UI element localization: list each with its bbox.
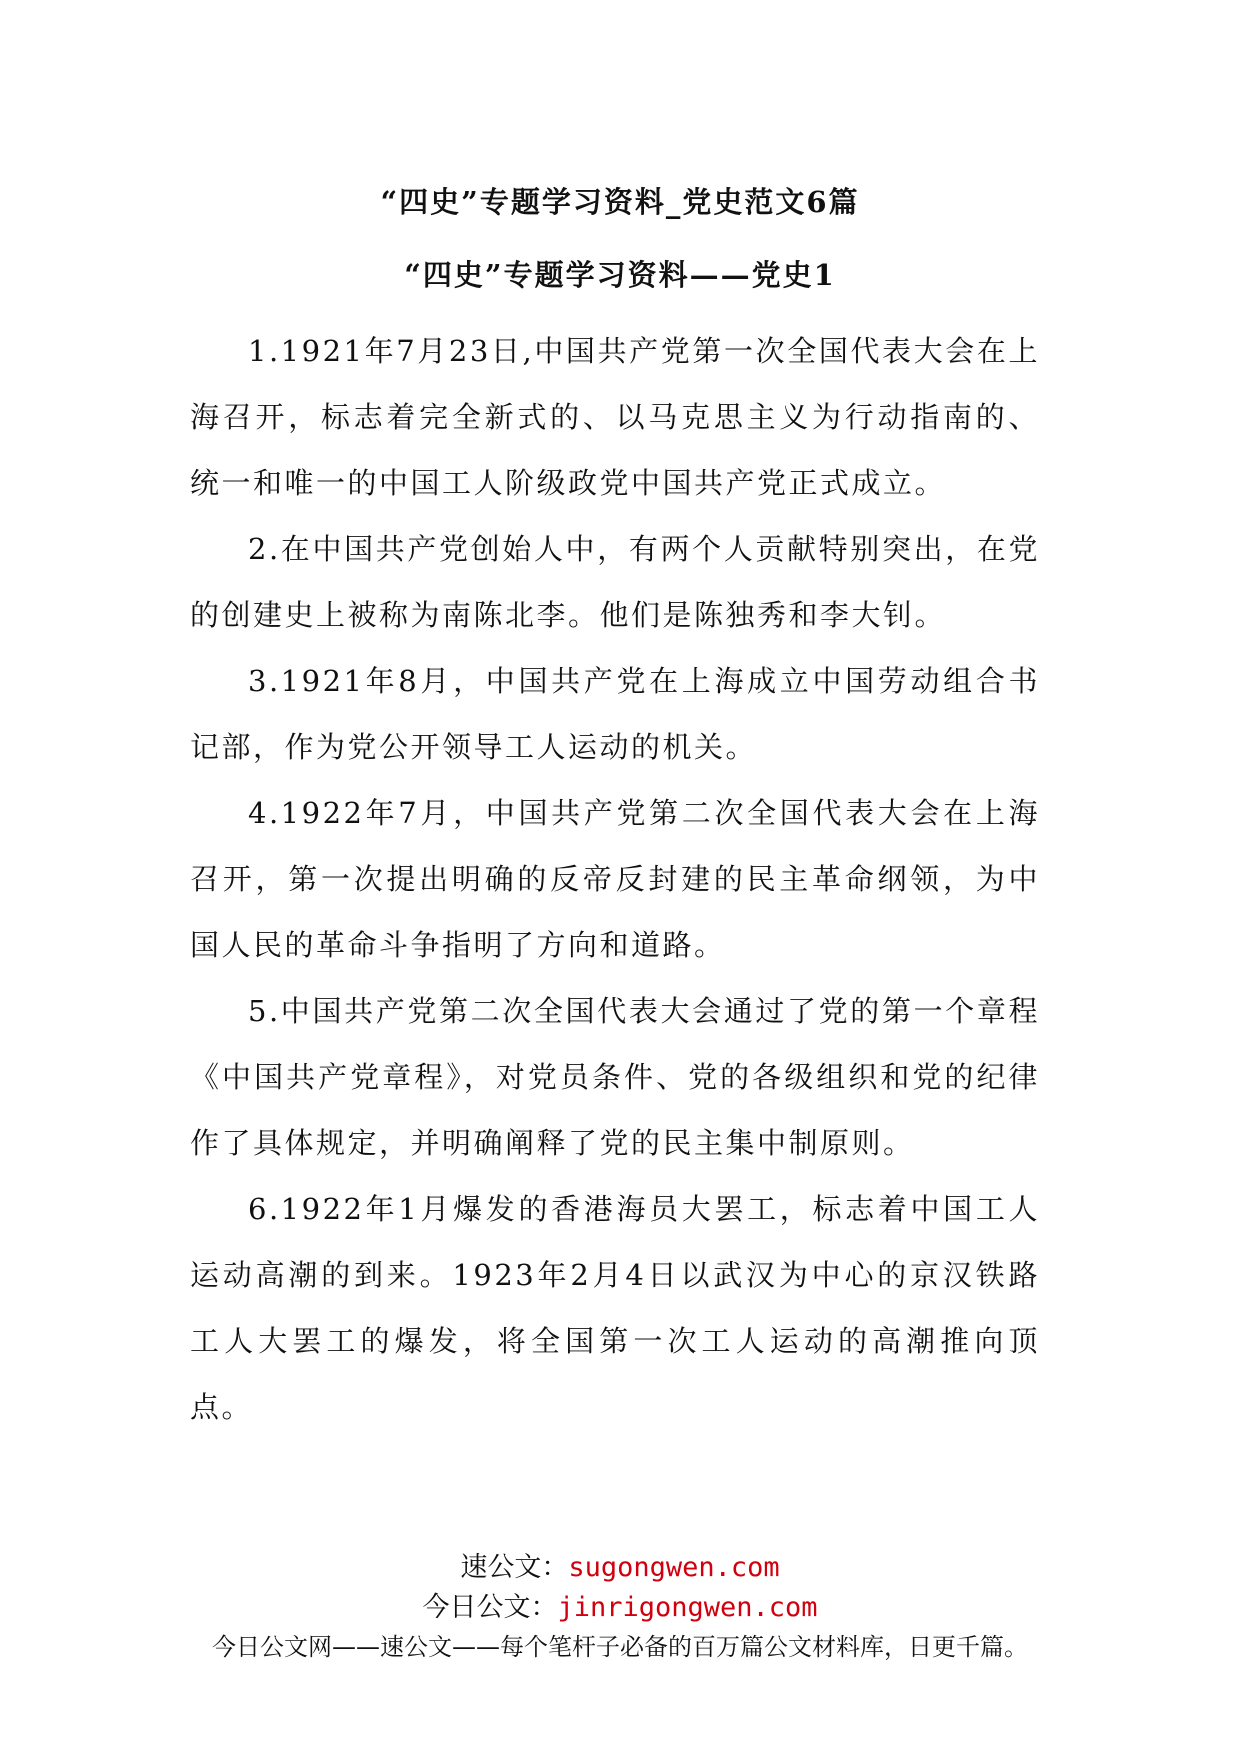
footer-site-sugongwen [0,1550,1240,1586]
footer-site1-label: 速公文： [460,1552,569,1583]
footer-site2-label: 今日公文： [422,1592,558,1623]
paragraph-3: 3.1921年8月，中国共产党在上海成立中国劳动组合书记部，作为党公开领导工人运动的机关。 [190,664,1040,764]
footer-site2-link[interactable]: jinrigongwen.com [557,1592,818,1623]
footer-slogan: 今日公文网——速公文——每个笔杆子必备的百万篇公文材料库，日更千篇。 [212,1633,1028,1661]
footer-site1-link[interactable]: sugongwen.com [568,1552,780,1583]
document-body [190,318,1040,1440]
paragraph-4: 4.1922年7月，中国共产党第二次全国代表大会在上海召开，第一次提出明确的反帝反封建的民主革命纲领，为中国人民的革命斗争指明了方向和道路。 [190,796,1040,962]
paragraph-2: 2.在中国共产党创始人中，有两个人贡献特别突出，在党的创建史上被称为南陈北李。他们是陈独秀和李大钊。 [190,532,1040,632]
paragraph-5: 5.中国共产党第二次全国代表大会通过了党的第一个章程《中国共产党章程》，对党员条件、党的各级组织和党的纪律作了具体规定，并明确阐释了党的民主集中制原则。 [190,994,1040,1160]
paragraph-6: 6.1922年1月爆发的香港海员大罢工，标志着中国工人运动高潮的到来。1923年2月4日以武汉为中心的京汉铁路工人大罢工的爆发，将全国第一次工人运动的高潮推向顶点。 [190,1192,1040,1424]
document-title: “四史”专题学习资料_党史范文6篇 [380,185,860,219]
footer-site-jinrigongwen [0,1590,1240,1626]
section-subtitle: “四史”专题学习资料——党史1 [404,258,836,292]
paragraph-1: 1.1921年7月23日,中国共产党第一次全国代表大会在上海召开，标志着完全新式的、以马克思主义为行动指南的、统一和唯一的中国工人阶级政党中国共产党正式成立。 [190,334,1040,500]
